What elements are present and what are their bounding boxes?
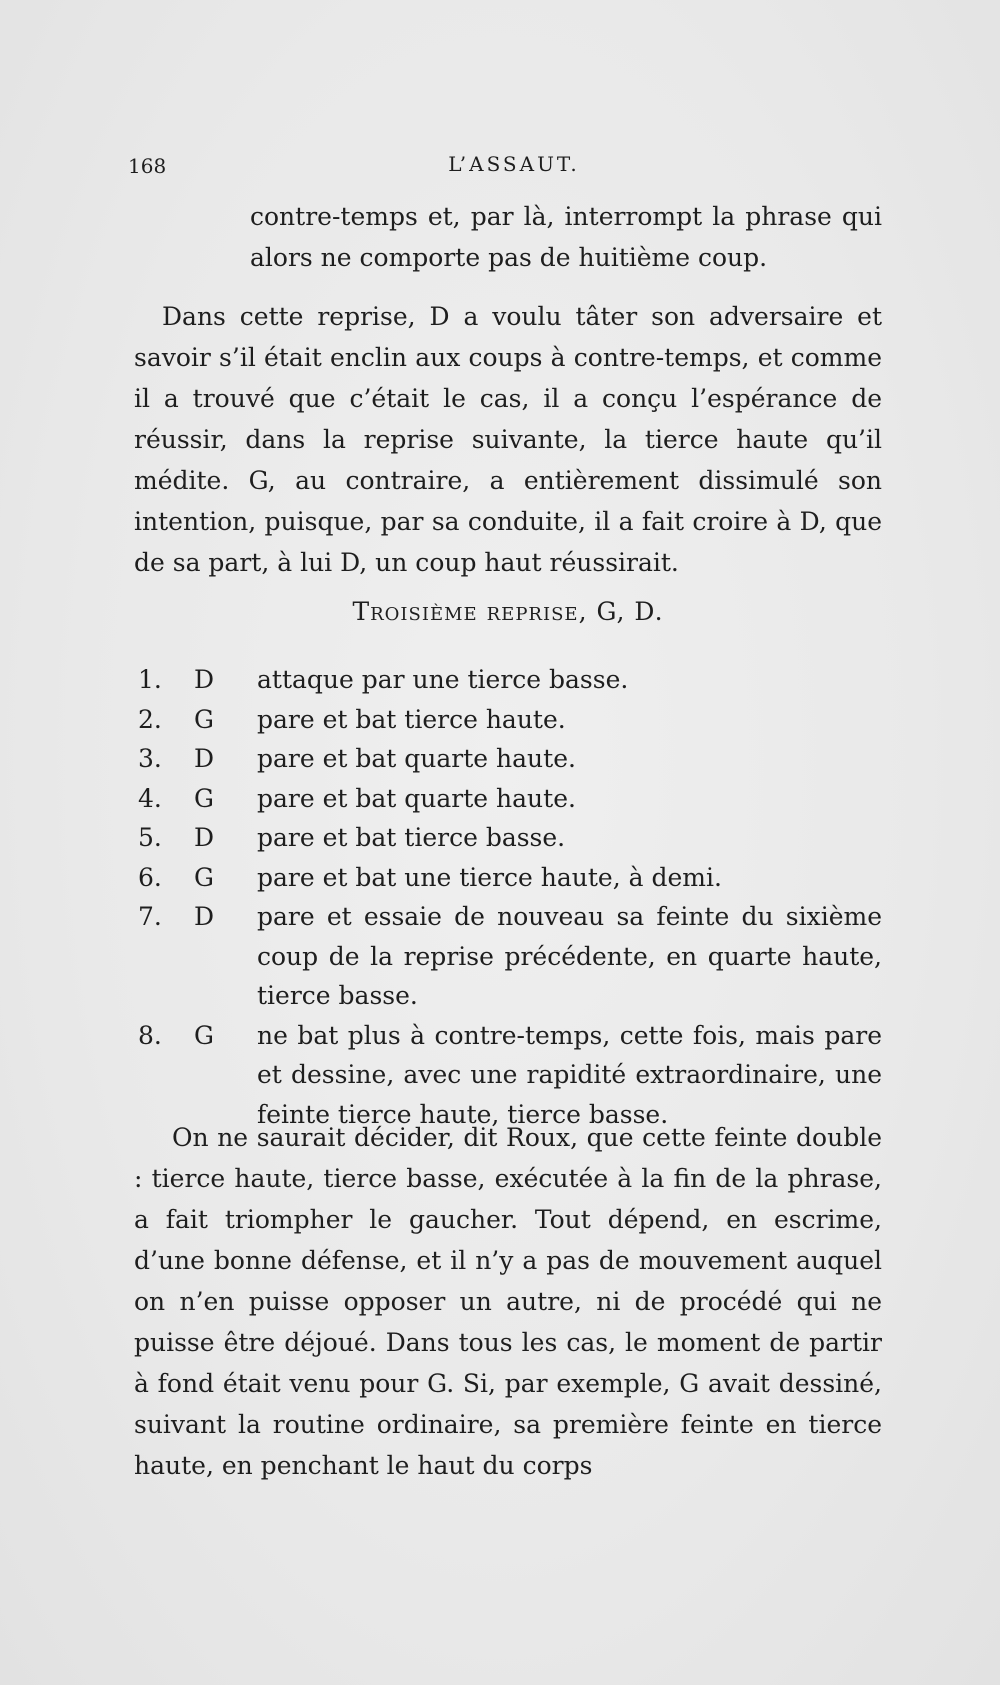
page-number: 168 xyxy=(128,154,167,178)
section-title: Troisième reprise, G, D. xyxy=(352,597,664,626)
move-number: 8. xyxy=(138,1020,162,1050)
move-number: 1. xyxy=(138,665,162,694)
move-item xyxy=(134,897,882,1016)
move-item xyxy=(134,818,882,858)
moves-list xyxy=(134,660,882,1134)
move-item xyxy=(134,739,882,779)
move-text: pare et bat quarte haute. xyxy=(257,783,576,813)
continuation-text: contre-temps et, par là, interrompt la phrase qui alors ne comporte pas de huitième coup. xyxy=(250,202,882,272)
move-item xyxy=(134,700,882,740)
move-player: G xyxy=(194,704,214,734)
move-text: pare et bat quarte haute. xyxy=(257,744,576,773)
move-number: 2. xyxy=(138,704,162,734)
move-number: 4. xyxy=(138,783,162,813)
paragraph-2: On ne saurait décider, dit Roux, que cette feinte double : tierce haute, tierce basse, exécutée à la fin de la phrase, a fait triompher le gaucher. Tout dépend, en escrime, d’une bonne défense, et il n’y a pas de mouvement auquel on n’en puisse opposer un autre, ni de procédé qui ne puisse être déjoué. Dans tous les cas, le moment de partir à fond était venu pour G. Si, par exemple, G avait dessiné, suivant la routine ordinaire, sa première feinte en tierce haute, en penchant le haut du corps xyxy=(134,1123,882,1480)
move-text: attaque par une tierce basse. xyxy=(257,665,629,694)
move-text: pare et bat une tierce haute, à demi. xyxy=(257,862,722,892)
move-text: pare et bat tierce basse. xyxy=(257,823,566,852)
page-header xyxy=(124,152,904,182)
move-player: G xyxy=(194,1020,214,1050)
move-player: D xyxy=(194,665,215,694)
move-item xyxy=(134,779,882,819)
move-number: 5. xyxy=(138,823,162,852)
move-text: pare et essaie de nouveau sa feinte du sixième coup de la reprise précédente, en quarte haute, tierce basse. xyxy=(257,902,882,1010)
move-item xyxy=(134,660,882,700)
move-text: pare et bat tierce haute. xyxy=(257,704,566,734)
move-player: G xyxy=(194,862,214,892)
move-number: 3. xyxy=(138,744,162,773)
move-number: 6. xyxy=(138,862,162,892)
move-number: 7. xyxy=(138,902,162,931)
move-player: G xyxy=(194,783,214,813)
running-title: L’ASSAUT. xyxy=(448,152,580,176)
move-player: D xyxy=(194,823,215,852)
paragraph-1: Dans cette reprise, D a voulu tâter son adversaire et savoir s’il était enclin aux coups à contre-temps, et comme il a trouvé que c’était le cas, il a conçu l’espérance de réussir, dans la reprise suivante, la tierce haute qu’il médite. G, au contraire, a entièrement dissimulé son intention, puisque, par sa conduite, il a fait croire à D, que de sa part, à lui D, un coup haut réussirait. xyxy=(134,302,882,577)
move-player: D xyxy=(194,902,215,931)
move-player: D xyxy=(194,744,215,773)
move-text: ne bat plus à contre-temps, cette fois, mais pare et dessine, avec une rapidité extraordinaire, une feinte tierce haute, tierce basse. xyxy=(257,1020,882,1129)
move-item xyxy=(134,858,882,898)
